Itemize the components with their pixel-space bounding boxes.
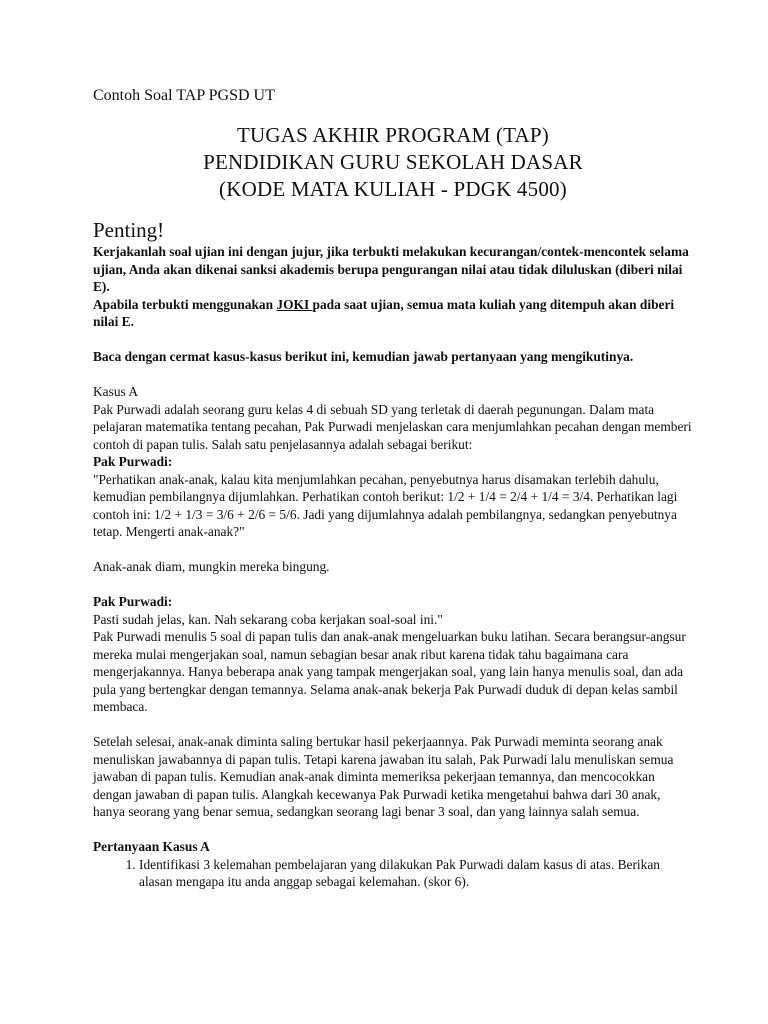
questions-list: [93, 856, 693, 891]
joki-warning-after: pada saat ujian, semua mata kuliah yang ditempuh akan diberi nilai E.: [93, 296, 675, 329]
quote-2: Pasti sudah jelas, kan. Nah sekarang coba kerjakan soal-soal ini.": [93, 611, 443, 627]
document-title: [93, 122, 693, 203]
quote-1: "Perhatikan anak-anak, kalau kita menjumlahkan pecahan, penyebutnya harus disamakan terlebih dahulu, kemudian pembilangnya dijumlahkan. Perhatikan contoh berikut: 1/2 + 1/4 = 2/4 + 1/4 = 3/4. Perhatikan lagi contoh ini: 1/2 + 1/3 = 3/6 + 2/6 = 5/6. Jadi yang dijumlahnya adalah pembilangnya, sedangkan penyebutnya tetap. Mengerti anak-anak?": [93, 471, 678, 539]
kasus-heading: Kasus A: [93, 384, 139, 399]
speaker-label-1: Pak Purwadi:: [93, 454, 173, 469]
narrative-paragraph-1: Pak Purwadi menulis 5 soal di papan tulis dan anak-anak mengeluarkan buku latihan. Secara berangsur-angsur mereka mulai mengerjakan soal, namun sebagian besar anak ribut karena tidak tahu bagaimana cara mengerjakannya. Hanya beberapa anak yang tampak mengerjakan soal, yang lain hanya menulis soal, dan ada pula yang bertengkar dengan temannya. Selama anak-anak bekerja Pak Purwadi duduk di depan kelas sambil membaca.: [93, 629, 686, 714]
joki-term: JOKI: [276, 296, 313, 312]
penting-heading: Penting!: [93, 218, 165, 242]
kasus-intro: Pak Purwadi adalah seorang guru kelas 4 di sebuah SD yang terletak di daerah pegunungan. Dalam mata pelajaran matematika tentang pecahan, Pak Purwadi menjelaskan cara menjumlahkan pecahan dengan memberi contoh di papan tulis. Salah satu penjelasannya adalah sebagai berikut:: [93, 401, 692, 452]
instruction-paragraph: Baca dengan cermat kasus-kasus berikut ini, kemudian jawab pertanyaan yang mengikutinya.: [93, 349, 634, 364]
warning-paragraph: Kerjakanlah soal ujian ini dengan jujur, jika terbukti melakukan kecurangan/contek-mencontek selama ujian, Anda akan dikenai sanksi akademis berupa pengurangan nilai atau tidak diluluskan (diberi nilai E).: [93, 244, 689, 294]
speaker-label-2: Pak Purwadi:: [93, 594, 173, 609]
joki-warning-paragraph: [93, 296, 693, 331]
title-line-3: (KODE MATA KULIAH - PDGK 4500): [219, 177, 567, 201]
document-page: [93, 86, 693, 891]
title-line-2: PENDIDIKAN GURU SEKOLAH DASAR: [203, 150, 583, 174]
questions-heading: Pertanyaan Kasus A: [93, 839, 210, 854]
narrative-paragraph-2: Setelah selesai, anak-anak diminta saling bertukar hasil pekerjaannya. Pak Purwadi meminta seorang anak menuliskan jawabannya di papan tulis. Tetapi karena jawaban itu salah, Pak Purwadi lalu menuliskan semua jawaban di papan tulis. Kemudian anak-anak diminta memeriksa pekerjaan temannya, dan mencocokkan dengan jawaban di papan tulis. Alangkah kecewanya Pak Purwadi ketika mengetahui bahwa dari 30 anak, hanya seorang yang benar semua, sedangkan seorang lagi benar 3 soal, dan yang lainnya salah semua.: [93, 734, 674, 819]
students-reaction: Anak-anak diam, mungkin mereka bingung.: [93, 559, 330, 574]
title-line-1: TUGAS AKHIR PROGRAM (TAP): [237, 123, 549, 147]
joki-warning-before: Apabila terbukti menggunakan: [93, 296, 277, 312]
document-label: Contoh Soal TAP PGSD UT: [93, 87, 275, 104]
question-item: 1. Identifikasi 3 kelemahan pembelajaran yang dilakukan Pak Purwadi dalam kasus di atas. Berikan alasan mengapa itu anda anggap sebagai kelemahan. (skor 6).: [139, 856, 693, 891]
